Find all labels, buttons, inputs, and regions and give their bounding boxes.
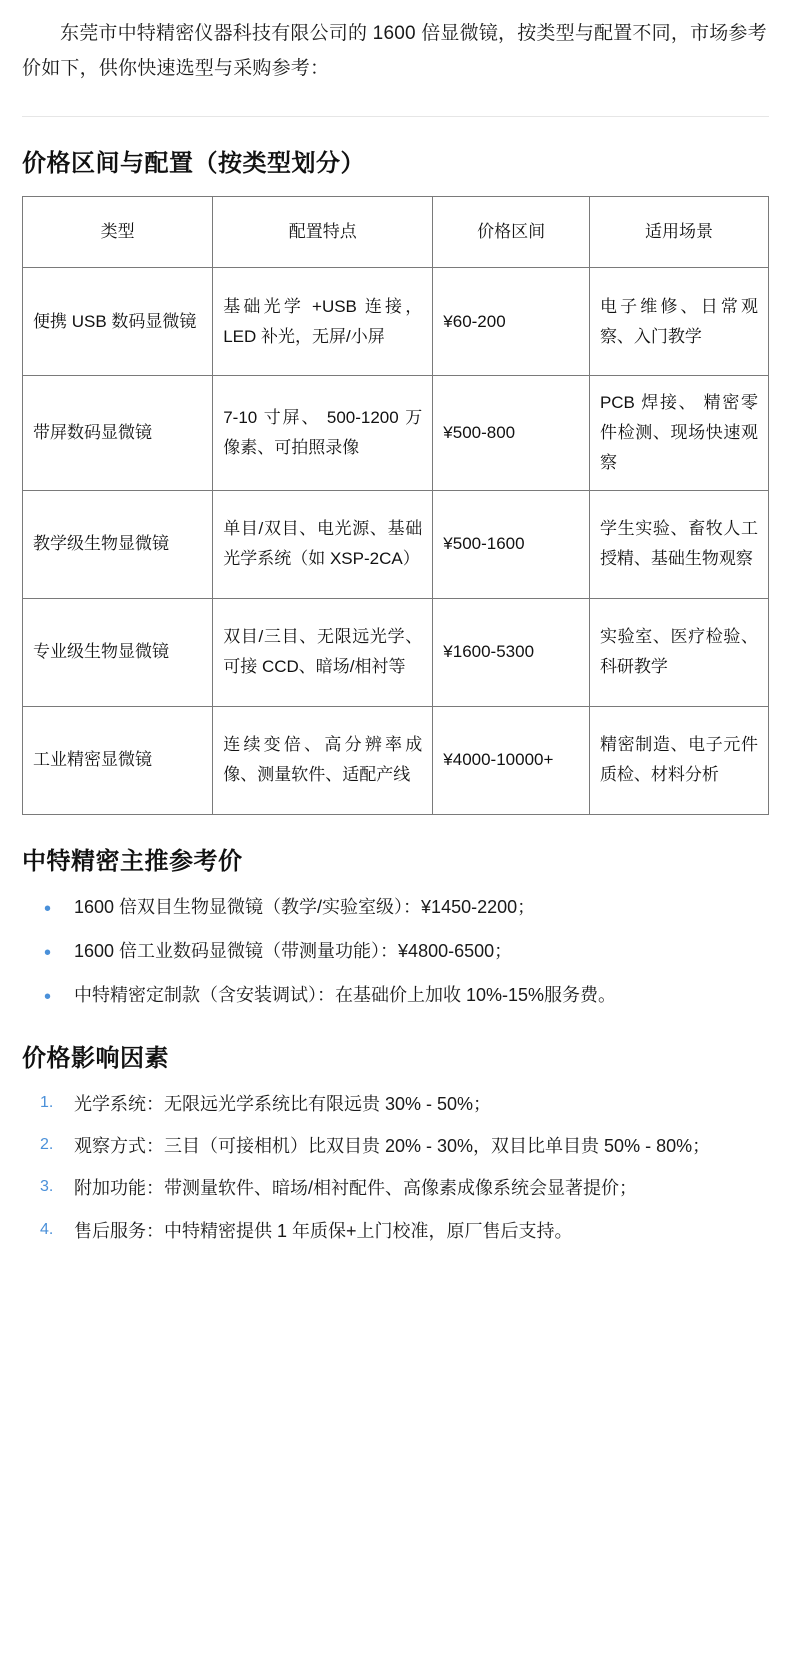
- table-row: [23, 376, 769, 490]
- column-header-type: 类型: [23, 197, 213, 268]
- table-row: [23, 706, 769, 814]
- cell-price: ¥500-1600: [433, 490, 590, 598]
- cell-scene: PCB 焊接、 精密零件检测、现场快速观察: [589, 376, 768, 490]
- list-item: • 中特精密定制款（含安装调试）：在基础价上加收 10%-15%服务费。: [22, 978, 769, 1012]
- list-item: 光学系统：无限远光学系统比有限远贵 30% - 50%；: [74, 1094, 492, 1115]
- cell-price: ¥60-200: [433, 268, 590, 376]
- cell-type: 专业级生物显微镜: [23, 598, 213, 706]
- list-item: • 1600 倍双目生物显微镜（教学/实验室级）：¥1450-2200；: [22, 890, 769, 924]
- column-header-config: 配置特点: [213, 197, 433, 268]
- cell-type: 便携 USB 数码显微镜: [23, 268, 213, 376]
- factors-list: [22, 1087, 769, 1248]
- list-item: 观察方式：三目（可接相机）比双目贵 20% - 30%，双目比单目贵 50% - 80%；: [74, 1136, 711, 1157]
- cell-config: 单目/双目、电光源、基础光学系统（如 XSP-2CA）: [213, 490, 433, 598]
- recommended-list: [22, 890, 769, 1013]
- cell-type: 教学级生物显微镜: [23, 490, 213, 598]
- cell-type: 工业精密显微镜: [23, 706, 213, 814]
- cell-config: 7-10 寸屏、 500-1200 万像素、可拍照录像: [213, 376, 433, 490]
- cell-price: ¥1600-5300: [433, 598, 590, 706]
- table-header-row: [23, 197, 769, 268]
- cell-type: 带屏数码显微镜: [23, 376, 213, 490]
- price-table-title: 价格区间与配置（按类型划分）: [22, 150, 365, 178]
- intro-paragraph: 东莞市中特精密仪器科技有限公司的 1600 倍显微镜，按类型与配置不同，市场参考价如下，供你快速选型与采购参考：: [22, 23, 767, 80]
- table-row: [23, 268, 769, 376]
- price-table: [22, 196, 769, 814]
- list-item: • 1600 倍工业数码显微镜（带测量功能）：¥4800-6500；: [22, 934, 769, 968]
- cell-scene: 学生实验、畜牧人工授精、基础生物观察: [589, 490, 768, 598]
- cell-price: ¥4000-10000+: [433, 706, 590, 814]
- recommended-title: 中特精密主推参考价: [22, 847, 243, 875]
- cell-price: ¥500-800: [433, 376, 590, 490]
- list-item: 售后服务：中特精密提供 1 年质保+上门校准，原厂售后支持。: [74, 1220, 573, 1241]
- table-row: [23, 598, 769, 706]
- column-header-price: 价格区间: [433, 197, 590, 268]
- cell-config: 连续变倍、高分辨率成像、测量软件、适配产线: [213, 706, 433, 814]
- factors-title: 价格影响因素: [22, 1045, 169, 1073]
- column-header-scene: 适用场景: [589, 197, 768, 268]
- cell-config: 双目/三目、无限远光学、可接 CCD、暗场/相衬等: [213, 598, 433, 706]
- cell-scene: 电子维修、日常观察、入门教学: [589, 268, 768, 376]
- cell-scene: 精密制造、电子元件质检、材料分析: [589, 706, 768, 814]
- list-item: 附加功能：带测量软件、暗场/相衬配件、高像素成像系统会显著提价；: [74, 1178, 637, 1199]
- cell-config: 基础光学 +USB 连接，LED 补光，无屏/小屏: [213, 268, 433, 376]
- section-divider: [22, 116, 769, 117]
- cell-scene: 实验室、医疗检验、科研教学: [589, 598, 768, 706]
- table-row: [23, 490, 769, 598]
